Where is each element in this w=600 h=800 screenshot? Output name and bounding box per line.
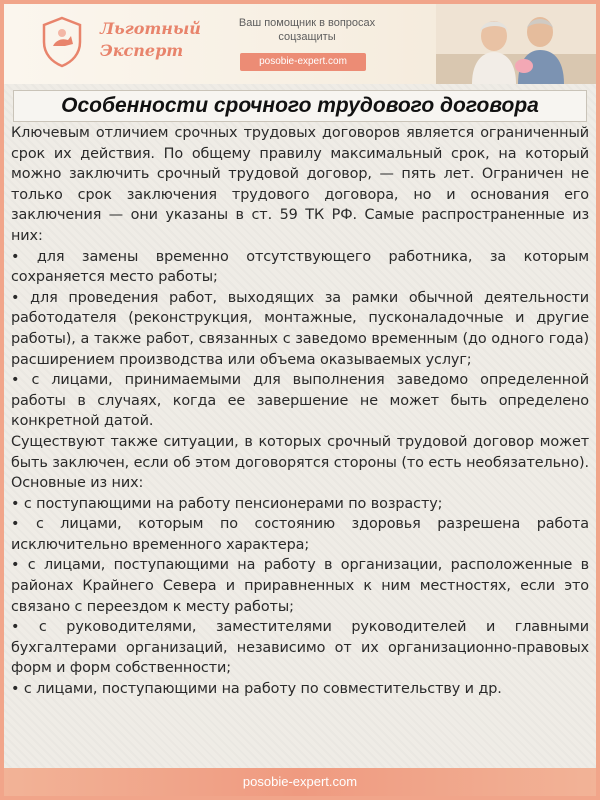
intro-paragraph: Ключевым отличием срочных трудовых договоров является ограниченный срок их действия. По общему правилу максимальный срок, на который можно заключить срочный трудовой договор, — пять лет. Ограничен не только срок заключения трудового договора, но и основания его заключения — они указаны в ст. 59 ТК РФ. Самые распространенные из них: [11,125,589,244]
list-item: • с лицами, поступающими на работу в организации, расположенные в районах Крайнего Севера и приравненных к ним местностях, если это связано с переездом к месту работы; [11,557,589,615]
list-item: • с лицами, которым по состоянию здоровья разрешена работа исключительно временного характера; [11,516,589,553]
elderly-couple-photo [436,4,596,84]
header-site-link[interactable]: posobie-expert.com [240,53,366,71]
list-item: • для замены временно отсутствующего работника, за которым сохраняется место работы; [11,248,589,286]
article-title: Особенности срочного трудового договора [61,94,539,117]
tagline-line-1: Ваш помощник в вопросах [238,17,376,29]
brand-name [100,18,201,62]
second-paragraph: Существуют также ситуации, в которых срочный трудовой договор может быть заключен, если об этом договорятся стороны (то есть необязательно). Основные из них: [11,433,589,492]
tagline [232,16,382,44]
brand-line-1: Льготный [100,19,201,38]
brand-line-2: Эксперт [100,41,184,60]
shield-logo-icon [40,16,84,68]
list-item: • с лицами, принимаемыми для выполнения заведомо определенной работы в случаях, когда ее завершение не может быть определено конкретной датой. [11,372,589,430]
tagline-line-2: соцзащиты [278,31,336,43]
list-item: • с поступающими на работу пенсионерами по возрасту; [11,495,443,512]
footer-site-link[interactable]: posobie-expert.com [4,768,596,796]
list-item: • с руководителями, заместителями руководителей и главными бухгалтерами организаций, независимо от их организационно-правовых форм и форм собственности; [11,619,589,677]
header-banner [4,4,596,84]
list-item: • с лицами, поступающими на работу по совместительству и др. [11,681,502,698]
title-box [13,90,587,122]
list-item: • для проведения работ, выходящих за рамки обычной деятельности работодателя (реконструкция, монтажные, пусконаладочные и другие работы), а также работ, связанных с заведомо временным (до одного года) расширением производства или объема оказываемых услуг; [11,289,589,368]
article-body [11,123,589,700]
